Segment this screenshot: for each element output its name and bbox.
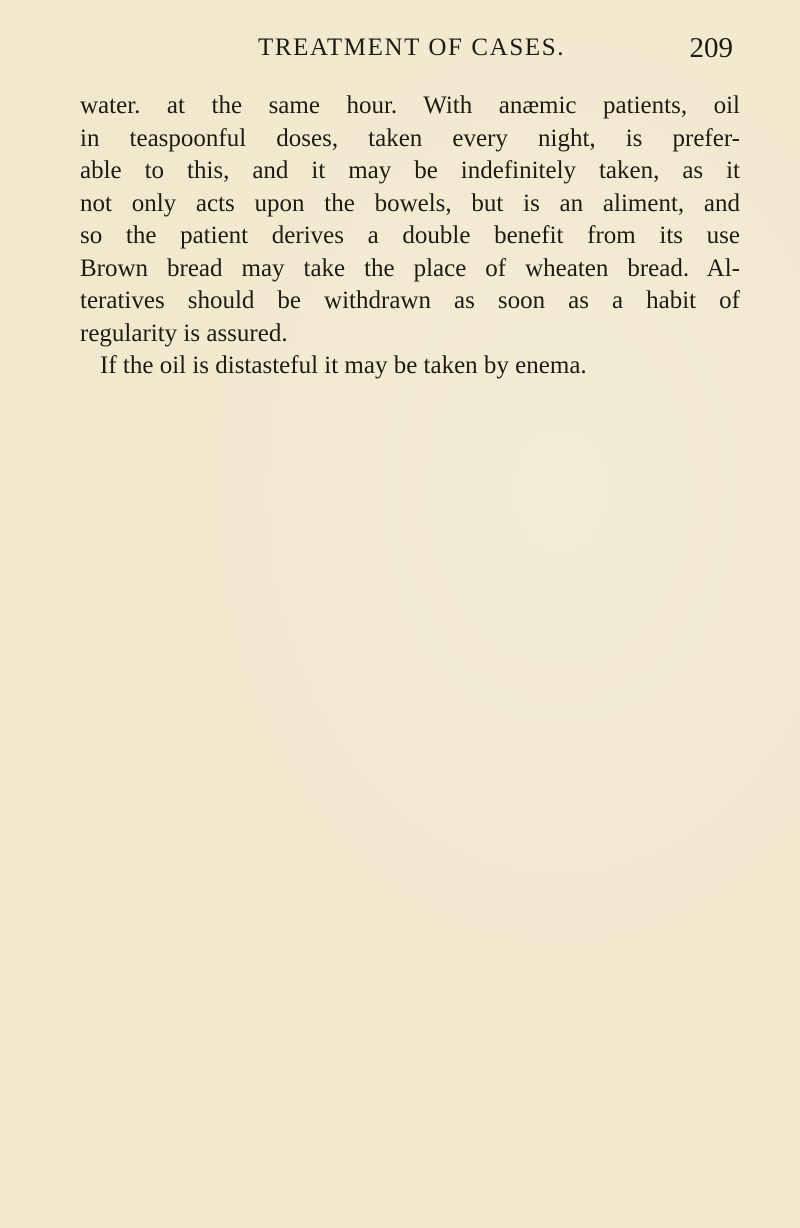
text-line: If the oil is distasteful it may be taken by enema. [100, 352, 587, 379]
text-line: able to this, and it may be indefinitely taken, as it [80, 157, 740, 184]
text-line: Brown bread may take the place of wheaten bread. Al- [80, 254, 740, 282]
running-head [258, 32, 733, 74]
text-line: regularity is assured. [80, 319, 288, 347]
body-text [80, 90, 740, 383]
text-line: not only acts upon the bowels, but is an aliment, and [80, 189, 740, 217]
running-title: TREATMENT OF CASES. [258, 34, 566, 61]
text-line: water. at the same hour. With anæmic patients, oil [80, 92, 740, 119]
text-line: in teaspoonful doses, taken every night, is prefer- [80, 124, 740, 152]
text-line: teratives should be withdrawn as soon as a habit of [80, 287, 740, 314]
page-number: 209 [689, 32, 733, 64]
text-line: so the patient derives a double benefit from its use [80, 222, 740, 249]
